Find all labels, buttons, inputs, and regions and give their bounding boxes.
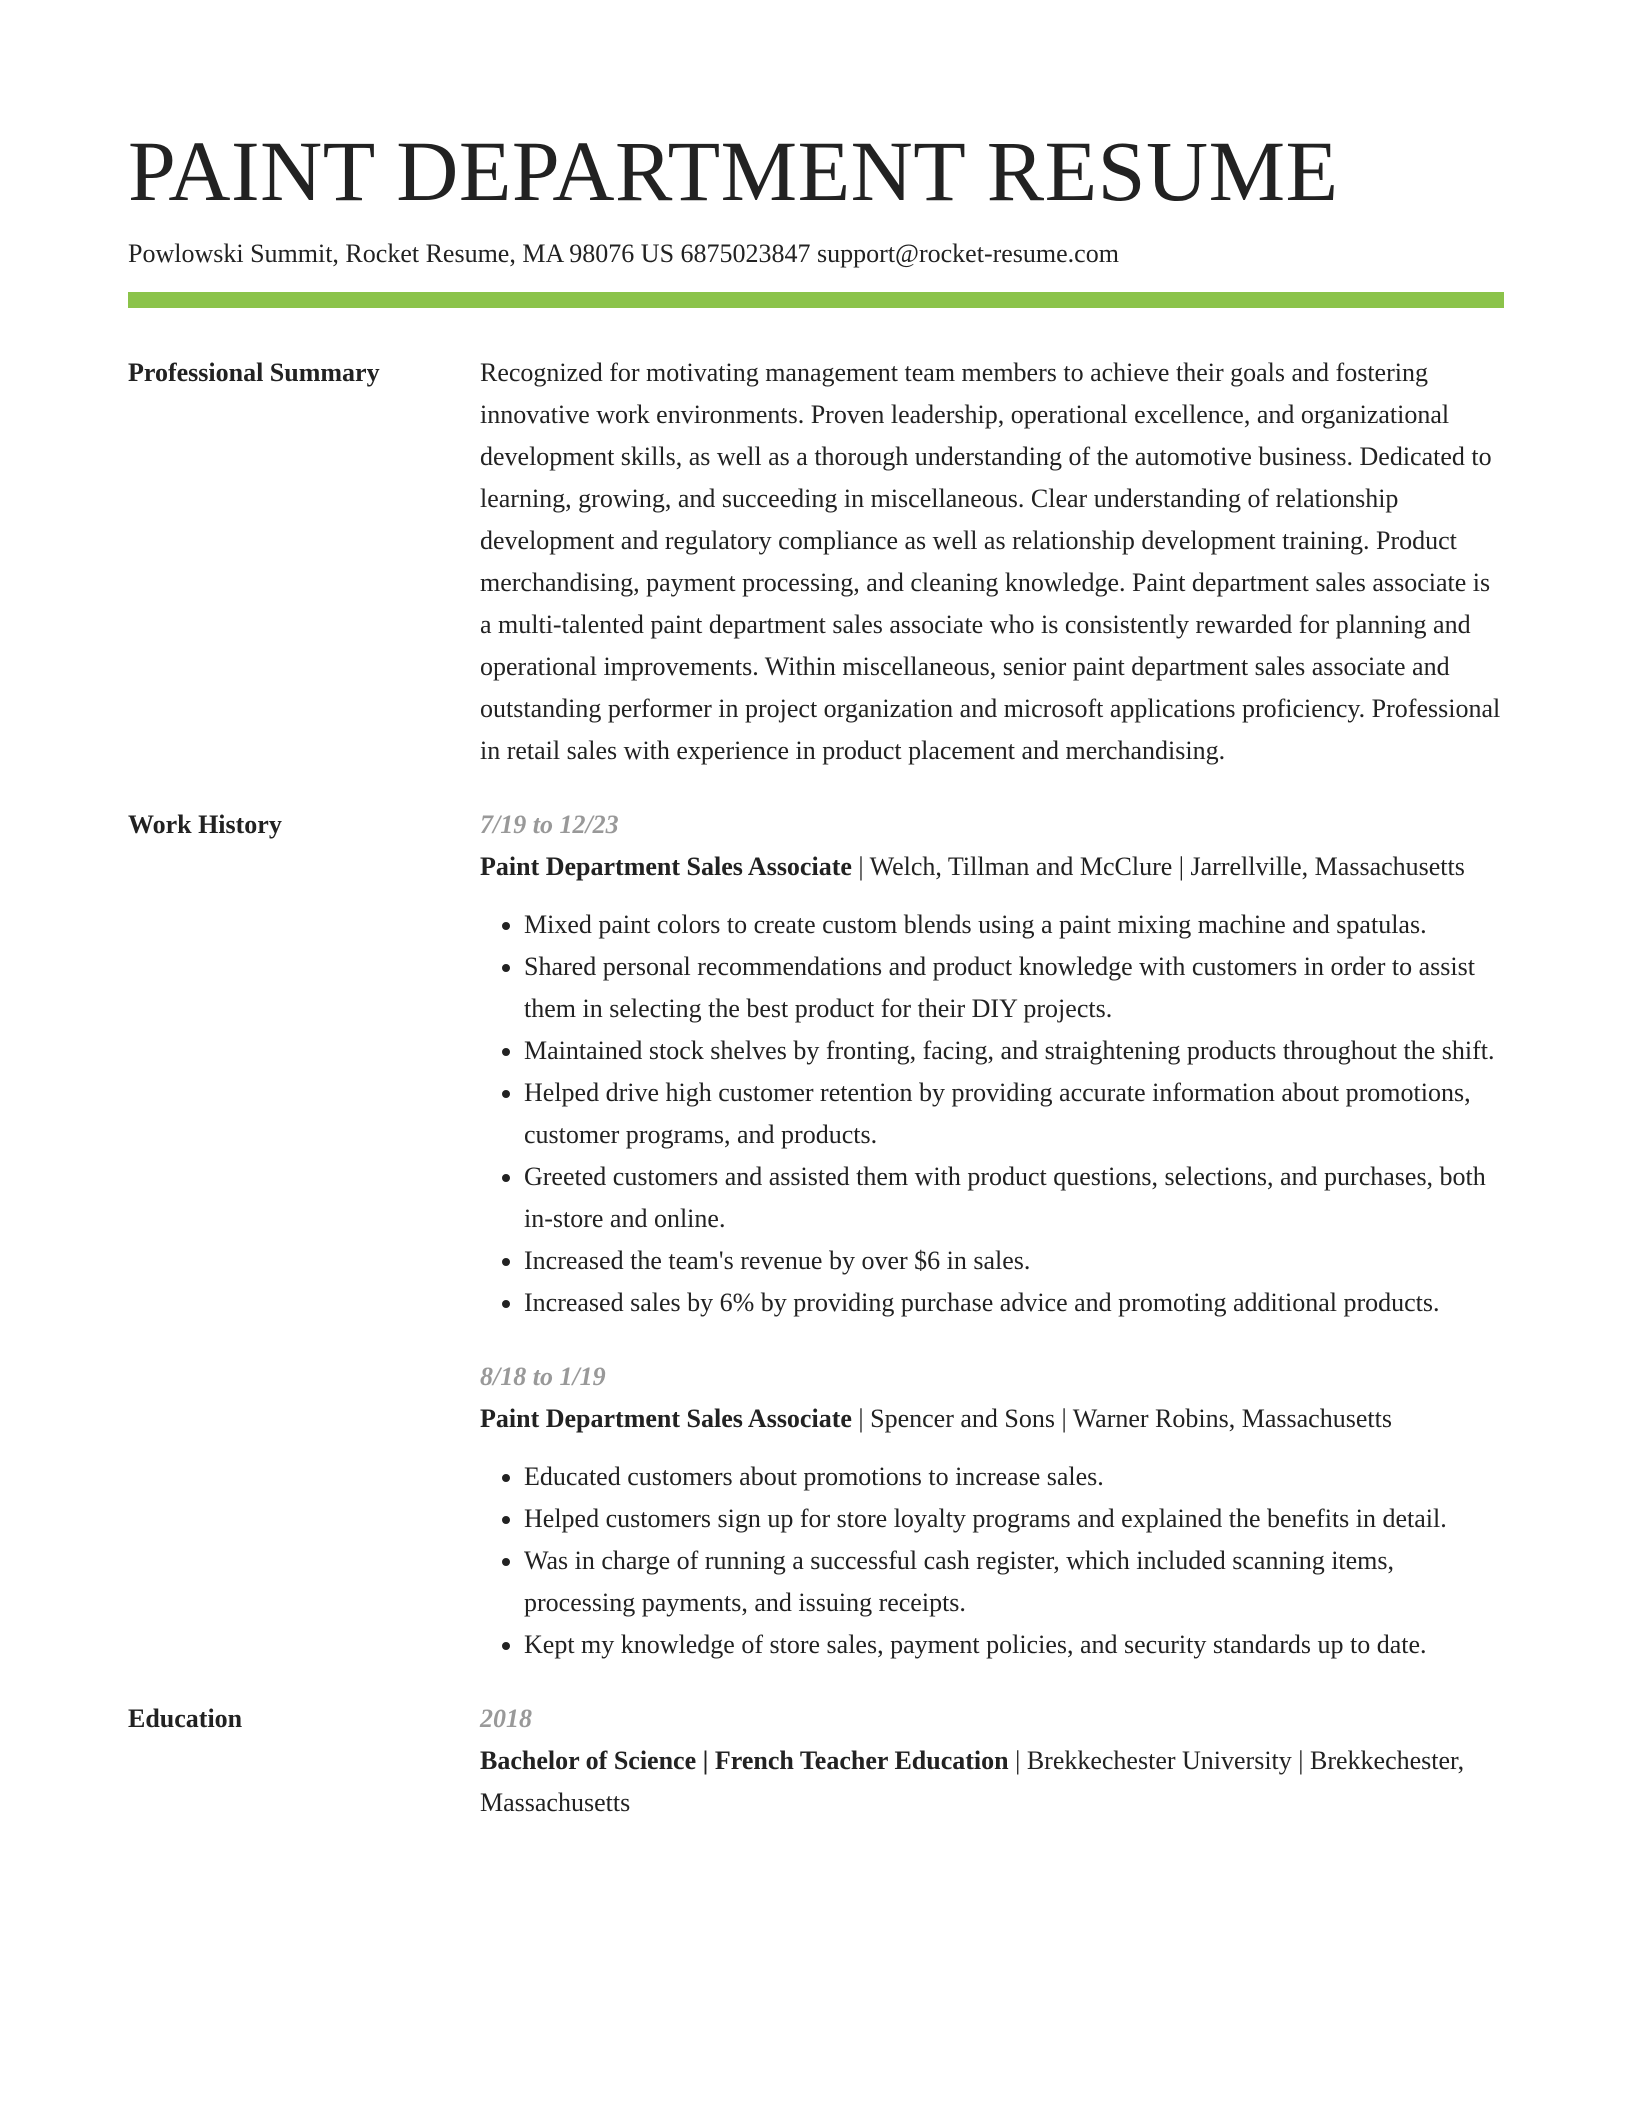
section-label-work: Work History (128, 810, 282, 839)
job-dates: 7/19 to 12/23 (480, 810, 619, 839)
education-heading (480, 1740, 1504, 1824)
work-history-body (480, 804, 1504, 1666)
education-body (480, 1698, 1504, 1824)
contact-line: Powlowski Summit, Rocket Resume, MA 98076 US 6875023847 support@rocket-resume.com (128, 239, 1119, 268)
list-item: • Helped customers sign up for store loyalty programs and explained the benefits in detail. (524, 1498, 1504, 1540)
list-item: • Was in charge of running a successful cash register, which included scanning items, processing payments, and issuing receipts. (524, 1540, 1504, 1624)
section-label-summary: Professional Summary (128, 358, 380, 387)
list-item: • Greeted customers and assisted them with product questions, selections, and purchases, both in-store and online. (524, 1156, 1504, 1240)
list-item: • Mixed paint colors to create custom blends using a paint mixing machine and spatulas. (524, 904, 1504, 946)
list-item: • Kept my knowledge of store sales, payment policies, and security standards up to date. (524, 1624, 1504, 1666)
job-employer-location: | Welch, Tillman and McClure | Jarrellville, Massachusetts (851, 852, 1465, 881)
list-item: • Increased sales by 6% by providing purchase advice and promoting additional products. (524, 1282, 1504, 1324)
list-item: • Increased the team's revenue by over $6 in sales. (524, 1240, 1504, 1282)
job-bullets (480, 904, 1504, 1324)
list-item: • Maintained stock shelves by fronting, facing, and straightening products throughout the shift. (524, 1030, 1504, 1072)
job-heading (480, 1398, 1504, 1440)
education-section (128, 1698, 1504, 1824)
work-history-section (128, 804, 1504, 1666)
resume-title: PAINT DEPARTMENT RESUME (128, 123, 1339, 219)
education-degree: Bachelor of Science | French Teacher Education (480, 1746, 1009, 1775)
summary-text: Recognized for motivating management team members to achieve their goals and fostering innovative work environments. Proven leadership, operational excellence, and organizational development skills, as well as a thorough understanding of the automotive business. Dedicated to learning, growing, and succeeding in miscellaneous. Clear understanding of relationship development and regulatory compliance as well as relationship development training. Product merchandising, payment processing, and cleaning knowledge. Paint department sales associate is a multi-talented paint department sales associate who is consistently rewarded for planning and operational improvements. Within miscellaneous, senior paint department sales associate and outstanding performer in project organization and microsoft applications proficiency. Professional in retail sales with experience in product placement and merchandising. (480, 358, 1501, 765)
job-entry-2 (480, 1356, 1504, 1666)
section-label-education: Education (128, 1704, 243, 1733)
list-item: • Educated customers about promotions to increase sales. (524, 1456, 1504, 1498)
list-item: • Shared personal recommendations and product knowledge with customers in order to assist them in selecting the best product for their DIY projects. (524, 946, 1504, 1030)
resume-page (128, 116, 1504, 1824)
job-title: Paint Department Sales Associate (480, 1404, 852, 1433)
professional-summary-section (128, 352, 1504, 772)
accent-divider (128, 292, 1504, 308)
education-year: 2018 (480, 1704, 532, 1733)
job-title: Paint Department Sales Associate (480, 852, 852, 881)
job-bullets (480, 1456, 1504, 1666)
job-entry-1 (480, 804, 1504, 1324)
job-heading (480, 846, 1504, 888)
list-item: • Helped drive high customer retention by providing accurate information about promotions, customer programs, and products. (524, 1072, 1504, 1156)
job-dates: 8/18 to 1/19 (480, 1362, 606, 1391)
job-employer-location: | Spencer and Sons | Warner Robins, Massachusetts (851, 1404, 1392, 1433)
education-school-location: | Brekkechester University | Brekkechester, Massachusetts (480, 1746, 1465, 1817)
